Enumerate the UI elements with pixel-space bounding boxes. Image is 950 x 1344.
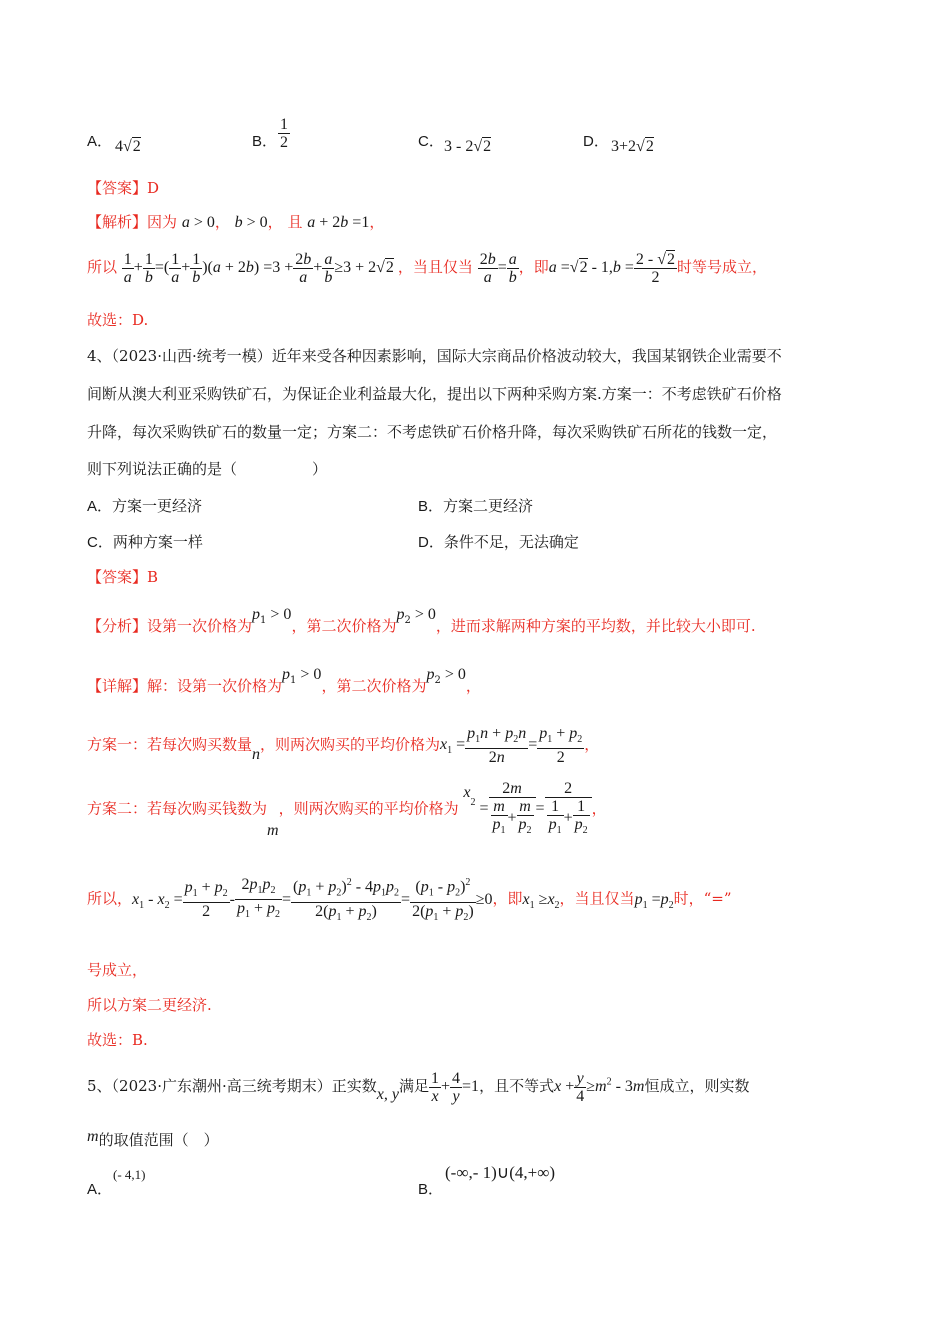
- q5-stem-line2: m的取值范围（ ）: [87, 1128, 219, 1149]
- q4-source: （2023·山西·统考一模）: [111, 347, 272, 365]
- q4-stem-line4: 则下列说法正确的是（ ）: [87, 460, 328, 478]
- q5-source: （2023·广东潮州·高三统考期末）: [111, 1077, 332, 1096]
- q3-option-d-expr: 3+2√2: [611, 138, 654, 155]
- q4-conclusion2: 故选：B.: [87, 1031, 148, 1049]
- q4-answer: 【答案】B: [87, 568, 159, 586]
- q4-option-b: B．方案二更经济: [418, 497, 534, 515]
- q4-option-d: D．条件不足，无法确定: [418, 533, 579, 551]
- q3-and: 且: [287, 213, 303, 231]
- q5-option-a-expr: (- 4,1): [113, 1167, 146, 1182]
- q4-detail: 【详解】解：设第一次价格为$p_1 > 0$，第二次价格为$p_2 > 0$，: [87, 666, 481, 695]
- q4-option-c: C．两种方案一样: [87, 533, 203, 551]
- q3-option-a-label: A．: [87, 133, 113, 150]
- q3-analysis-tag: 【解析】: [87, 213, 148, 231]
- q3-option-c-expr: 3 - 2√2: [444, 138, 492, 155]
- q4-fenxi: 【分析】设第一次价格为$p_1 > 0$，第二次价格为$p_2 > 0$，进而求解两种方案的平均数，并比较大小即可.: [87, 606, 756, 635]
- q5-number: 5、: [87, 1077, 112, 1096]
- q3-analysis-line: 【解析】因为 a > 0， b > 0， 且 a + 2b =1，: [87, 213, 385, 231]
- q4-plan2: 方案二：若每次购买钱数为m，则两次购买的平均价格为 $x_2$ = 2m $\frac{m}{p_1}$ + $\frac{m}{p_2}$ = 2 $\frac{1}{p_1}$ + $\frac{1}{p_2}$ ，: [87, 780, 607, 840]
- q4-comparison: 所以，$x_1 - x_2$ = $\frac{p_1 + p_2}{2}$ - $\frac{2p_1p_2}{p_1 + p_2}$ = $\frac{(p_1 + p_2)^2 - 4p_1p_2}{2(p_1 + p_2)}$ = $\frac{(p_1 - p_2)^2}{2(p_1 + p_2)}$ ≥0，即$x_1 \ge x_2$，当且仅当$p_1 =p_2$时，“=”: [87, 874, 732, 926]
- q5-stem-line1: 5、（2023·广东潮州·高三统考期末）正实数x, y满足 $\frac{1}{x}$ + $\frac{4}{y}$ =1，且不等式x + $\frac{y}{4}$ $\ge m^2 - 3m$恒成立，则实数: [87, 1070, 750, 1105]
- q4-stem-line1: 4、（2023·山西·统考一模）近年来受各种因素影响，国际大宗商品价格波动较大，我国某钢铁企业需要不: [87, 347, 782, 365]
- q4-conclusion1: 所以方案二更经济.: [87, 996, 212, 1014]
- q4-stem-line2: 间断从澳大利亚采购铁矿石，为保证企业利益最大化，提出以下两种采购方案.方案一：不考虑铁矿石价格: [87, 385, 782, 403]
- q3-answer: 【答案】D: [87, 179, 160, 197]
- q3-option-d-label: D．: [583, 133, 609, 150]
- q4-option-a: A．方案一更经济: [87, 497, 203, 515]
- q5-option-a-label: A．: [87, 1181, 113, 1198]
- q3-derivation: 所以 $\frac{1}{a}$ + $\frac{1}{b}$ =( $\frac{1}{a}$ + $\frac{1}{b}$ )(a + 2b) =3 + $\frac{2b}{a}$ + $\frac{a}{b}$ ≥3 + 2√2 ，当且仅当 $\frac{2b}{a}$ = $\frac{a}{b}$ ，即a =√2 - 1,b = $\frac{2 - √2}{2}$ 时等号成立，: [87, 251, 768, 286]
- q5-option-b-label: B．: [418, 1181, 444, 1198]
- q5-option-b-expr: (-∞,- 1)∪(4,+∞): [445, 1163, 555, 1182]
- q3-option-c-label: C．: [418, 133, 444, 150]
- q4-plan1: 方案一：若每次购买数量n，则两次购买的平均价格为$x_1$ = $\frac{p_1n + p_2n}{2n}$ = $\frac{p_1 + p_2}{2}$ ，: [87, 725, 600, 767]
- q3-option-a-expr: 4√2: [115, 138, 141, 155]
- q4-equality-note: 号成立，: [87, 961, 148, 979]
- q3-conclusion: 故选：D.: [87, 311, 149, 329]
- q3-analysis-intro: 因为: [147, 213, 178, 231]
- q3-option-b-label: B．: [252, 133, 278, 150]
- q4-number: 4、: [87, 347, 112, 365]
- q4-stem-line3: 升降，每次采购铁矿石的数量一定；方案二：不考虑铁矿石价格升降，每次采购铁矿石所花的钱数一定，: [87, 423, 778, 441]
- q3-option-b-expr: $\frac{1}{2}$: [280, 116, 288, 151]
